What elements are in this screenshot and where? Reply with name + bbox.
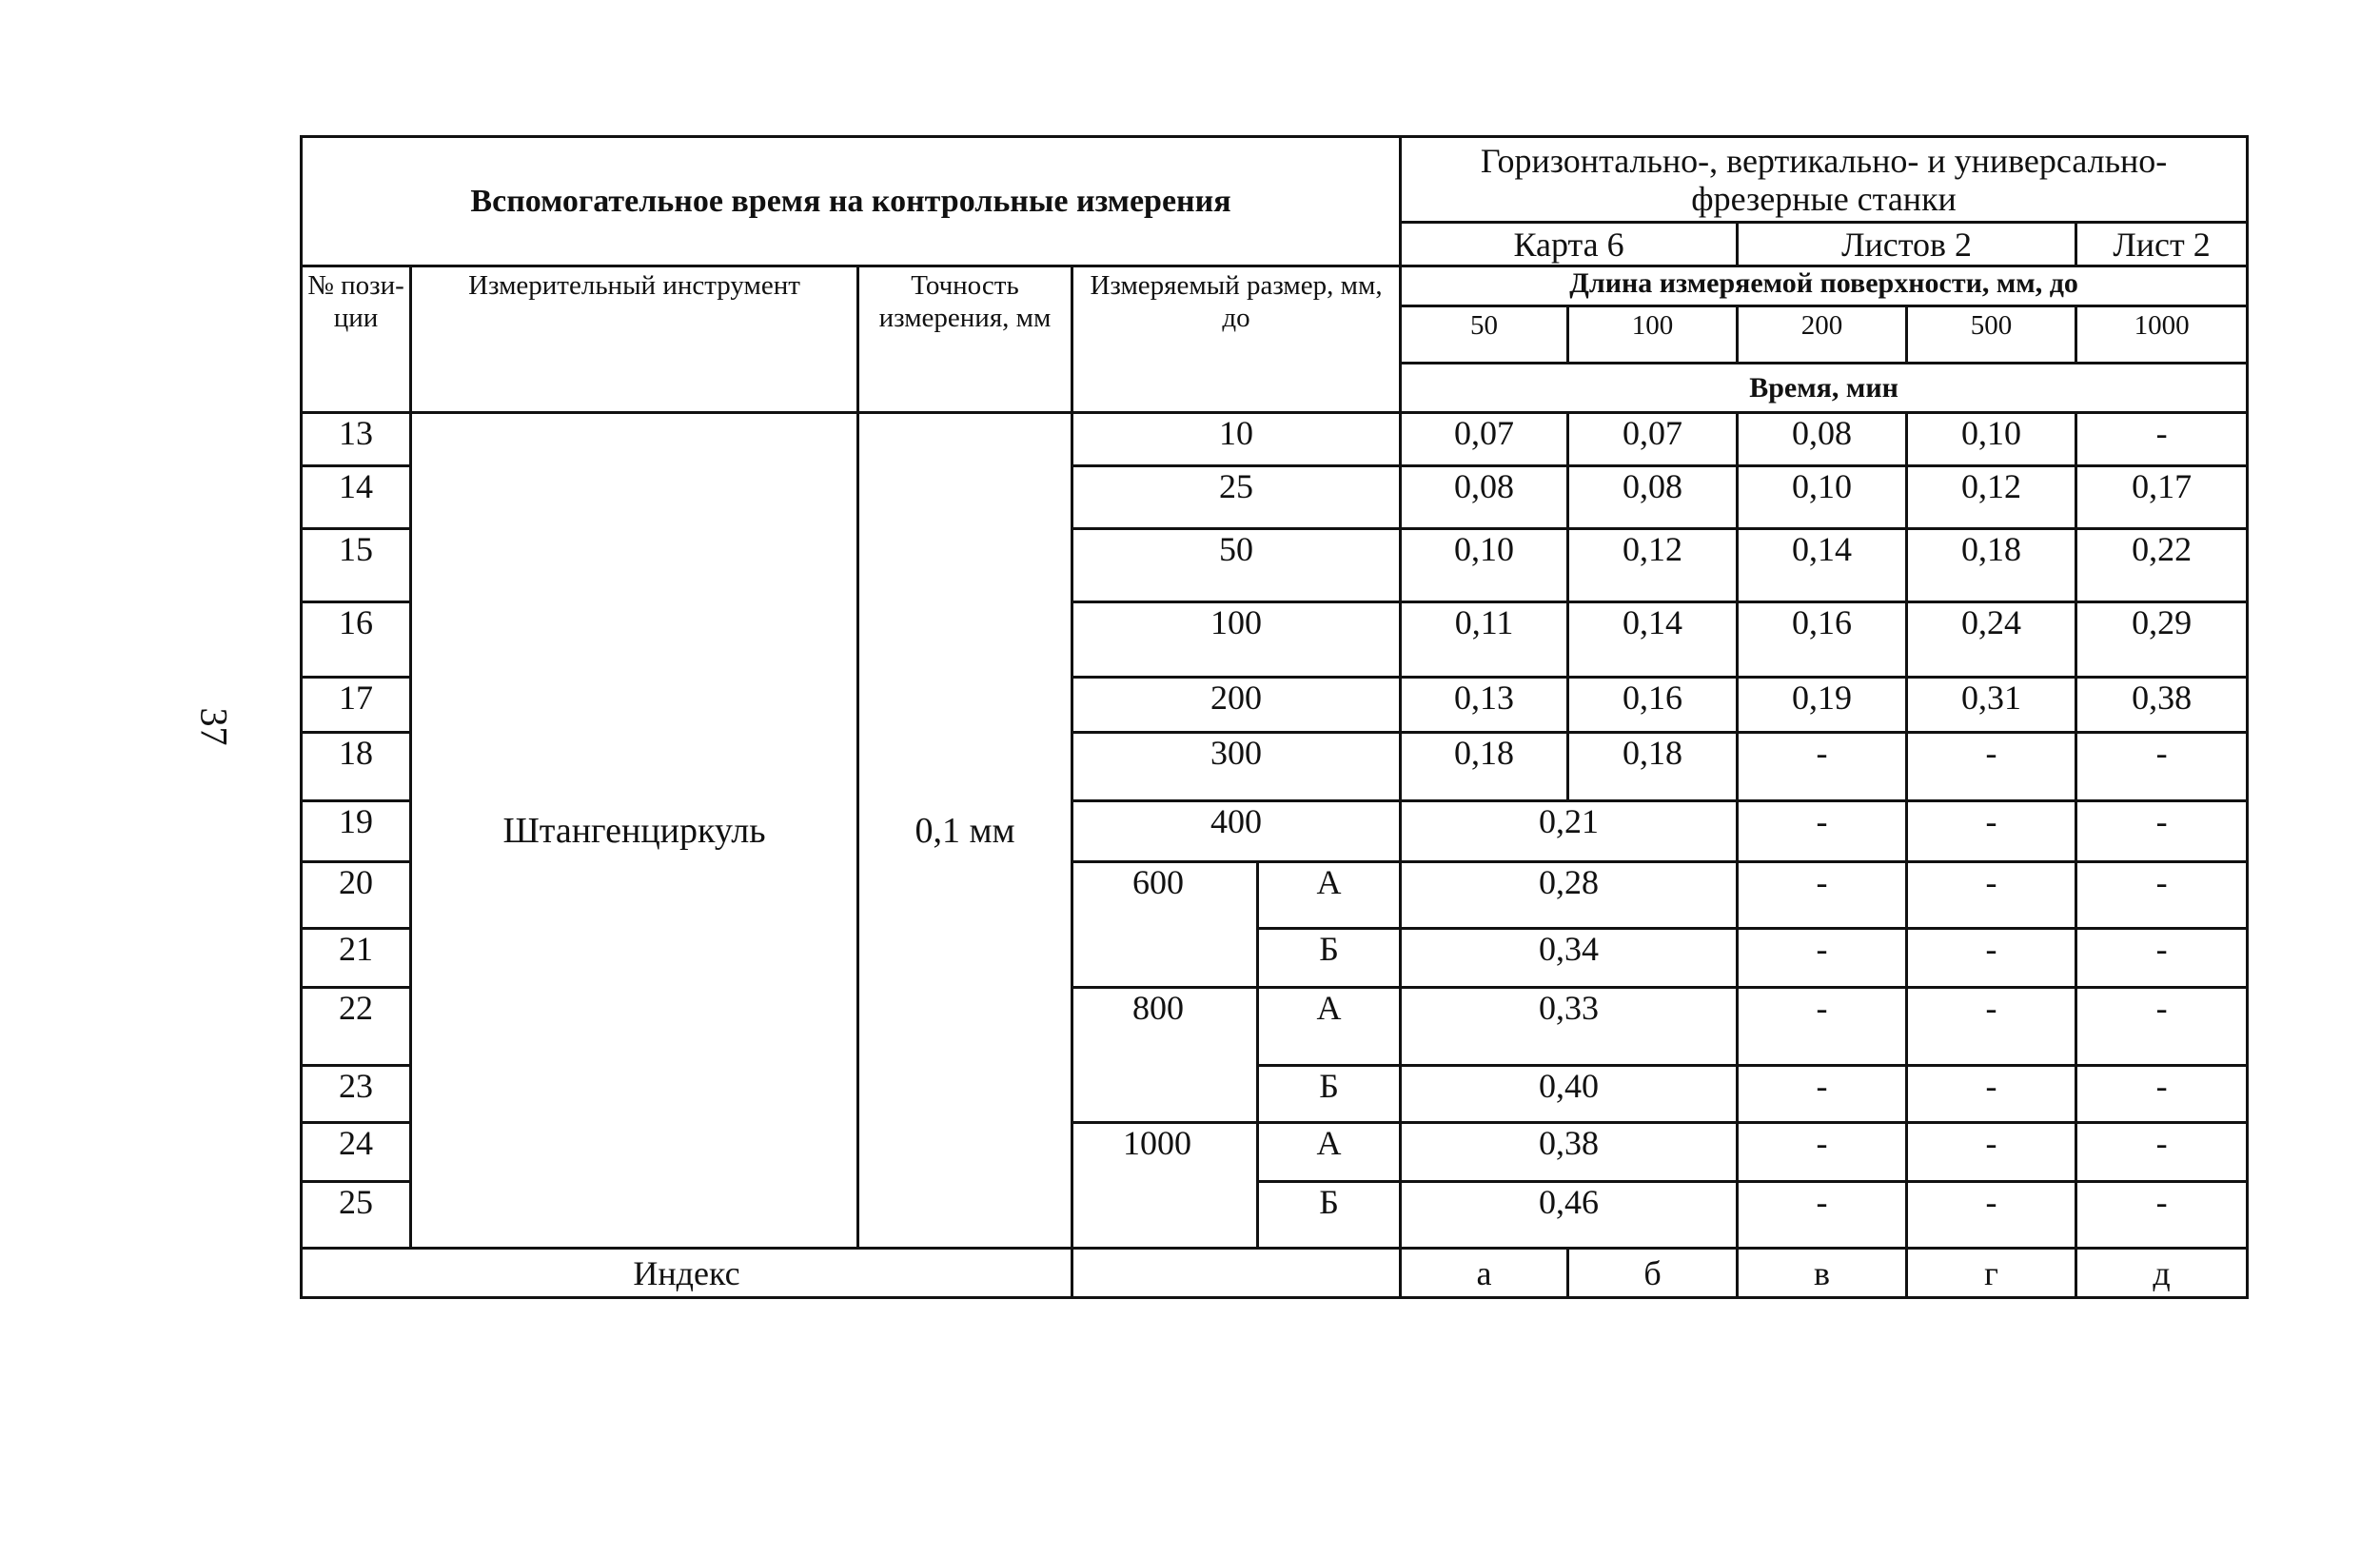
position-cell: 21 — [302, 929, 411, 988]
length-500: 500 — [1907, 306, 2076, 364]
sub-cell: Б — [1258, 929, 1401, 988]
col-position: № пози-ции — [302, 266, 411, 413]
instrument-cell: Штангенциркуль — [411, 413, 858, 1249]
sub-cell: А — [1258, 862, 1401, 929]
sub-cell: А — [1258, 988, 1401, 1066]
col-time: Время, мин — [1401, 364, 2248, 413]
merged-value-cell: 0,34 — [1401, 929, 1738, 988]
sub-cell: Б — [1258, 1066, 1401, 1123]
length-1000: 1000 — [2076, 306, 2248, 364]
value-cell: - — [1738, 733, 1907, 801]
value-cell: 0,22 — [2076, 529, 2248, 602]
value-cell: 0,11 — [1401, 602, 1568, 678]
value-cell: 0,29 — [2076, 602, 2248, 678]
index-letter: г — [1907, 1249, 2076, 1298]
sheets-label: Листов 2 — [1738, 223, 2076, 266]
size-cell: 10 — [1072, 413, 1401, 466]
value-cell: - — [1907, 988, 2076, 1066]
size-cell: 200 — [1072, 678, 1401, 733]
value-cell: 0,07 — [1401, 413, 1568, 466]
value-cell: 0,18 — [1907, 529, 2076, 602]
position-cell: 18 — [302, 733, 411, 801]
value-cell: 0,18 — [1401, 733, 1568, 801]
position-cell: 15 — [302, 529, 411, 602]
value-cell: 0,10 — [1401, 529, 1568, 602]
size-cell: 100 — [1072, 602, 1401, 678]
position-cell: 20 — [302, 862, 411, 929]
value-cell: 0,38 — [2076, 678, 2248, 733]
position-cell: 17 — [302, 678, 411, 733]
value-cell: - — [1738, 1123, 1907, 1182]
length-100: 100 — [1568, 306, 1738, 364]
value-cell: 0,08 — [1738, 413, 1907, 466]
position-cell: 23 — [302, 1066, 411, 1123]
size-cell: 800 — [1072, 988, 1258, 1123]
sub-cell: А — [1258, 1123, 1401, 1182]
position-cell: 14 — [302, 466, 411, 529]
value-cell: - — [1738, 988, 1907, 1066]
value-cell: 0,19 — [1738, 678, 1907, 733]
index-row — [302, 1249, 2248, 1298]
merged-value-cell: 0,40 — [1401, 1066, 1738, 1123]
value-cell: 0,07 — [1568, 413, 1738, 466]
index-letter: д — [2076, 1249, 2248, 1298]
value-cell: - — [1907, 929, 2076, 988]
size-cell: 50 — [1072, 529, 1401, 602]
value-cell: - — [2076, 1123, 2248, 1182]
machine-type: Горизонтально-, вертикально- и универсально-фрезерные станки — [1401, 137, 2248, 223]
merged-value-cell: 0,46 — [1401, 1182, 1738, 1249]
size-cell: 300 — [1072, 733, 1401, 801]
table-title: Вспомогательное время на контрольные измерения — [302, 137, 1401, 266]
size-cell: 25 — [1072, 466, 1401, 529]
position-cell: 16 — [302, 602, 411, 678]
merged-value-cell: 0,21 — [1401, 801, 1738, 862]
norms-table — [300, 135, 2249, 1299]
size-cell: 600 — [1072, 862, 1258, 988]
size-cell: 400 — [1072, 801, 1401, 862]
value-cell: 0,08 — [1401, 466, 1568, 529]
index-letter: в — [1738, 1249, 1907, 1298]
index-empty — [1072, 1249, 1401, 1298]
col-accuracy: Точность измерения, мм — [858, 266, 1072, 413]
sub-cell: Б — [1258, 1182, 1401, 1249]
length-50: 50 — [1401, 306, 1568, 364]
value-cell: - — [1738, 801, 1907, 862]
value-cell: 0,14 — [1568, 602, 1738, 678]
value-cell: 0,16 — [1568, 678, 1738, 733]
value-cell: - — [2076, 929, 2248, 988]
value-cell: - — [2076, 862, 2248, 929]
value-cell: 0,31 — [1907, 678, 2076, 733]
merged-value-cell: 0,28 — [1401, 862, 1738, 929]
page-number: 37 — [192, 707, 236, 746]
value-cell: - — [1907, 862, 2076, 929]
accuracy-cell: 0,1 мм — [858, 413, 1072, 1249]
table-row — [302, 413, 2248, 466]
position-cell: 19 — [302, 801, 411, 862]
value-cell: 0,18 — [1568, 733, 1738, 801]
merged-value-cell: 0,33 — [1401, 988, 1738, 1066]
value-cell: 0,12 — [1568, 529, 1738, 602]
value-cell: - — [1907, 801, 2076, 862]
value-cell: 0,10 — [1738, 466, 1907, 529]
value-cell: - — [1907, 1123, 2076, 1182]
value-cell: 0,08 — [1568, 466, 1738, 529]
value-cell: - — [1738, 929, 1907, 988]
value-cell: - — [2076, 988, 2248, 1066]
value-cell: - — [2076, 413, 2248, 466]
index-letter: а — [1401, 1249, 1568, 1298]
value-cell: - — [1907, 733, 2076, 801]
value-cell: 0,13 — [1401, 678, 1568, 733]
merged-value-cell: 0,38 — [1401, 1123, 1738, 1182]
position-cell: 22 — [302, 988, 411, 1066]
index-letter: б — [1568, 1249, 1738, 1298]
value-cell: - — [1907, 1066, 2076, 1123]
value-cell: - — [1738, 862, 1907, 929]
value-cell: - — [2076, 733, 2248, 801]
size-cell: 1000 — [1072, 1123, 1258, 1249]
value-cell: 0,17 — [2076, 466, 2248, 529]
value-cell: 0,14 — [1738, 529, 1907, 602]
value-cell: - — [2076, 1066, 2248, 1123]
card-label: Карта 6 — [1401, 223, 1738, 266]
col-instrument: Измерительный инструмент — [411, 266, 858, 413]
length-200: 200 — [1738, 306, 1907, 364]
value-cell: 0,24 — [1907, 602, 2076, 678]
value-cell: - — [1738, 1182, 1907, 1249]
position-cell: 24 — [302, 1123, 411, 1182]
col-length: Длина измеряемой поверхности, мм, до — [1401, 266, 2248, 306]
value-cell: - — [2076, 1182, 2248, 1249]
value-cell: - — [1738, 1066, 1907, 1123]
value-cell: 0,16 — [1738, 602, 1907, 678]
index-label: Индекс — [302, 1249, 1072, 1298]
value-cell: - — [1907, 1182, 2076, 1249]
value-cell: 0,10 — [1907, 413, 2076, 466]
col-size: Измеряемый размер, мм, до — [1072, 266, 1401, 413]
sheet-label: Лист 2 — [2076, 223, 2248, 266]
value-cell: 0,12 — [1907, 466, 2076, 529]
position-cell: 13 — [302, 413, 411, 466]
value-cell: - — [2076, 801, 2248, 862]
position-cell: 25 — [302, 1182, 411, 1249]
